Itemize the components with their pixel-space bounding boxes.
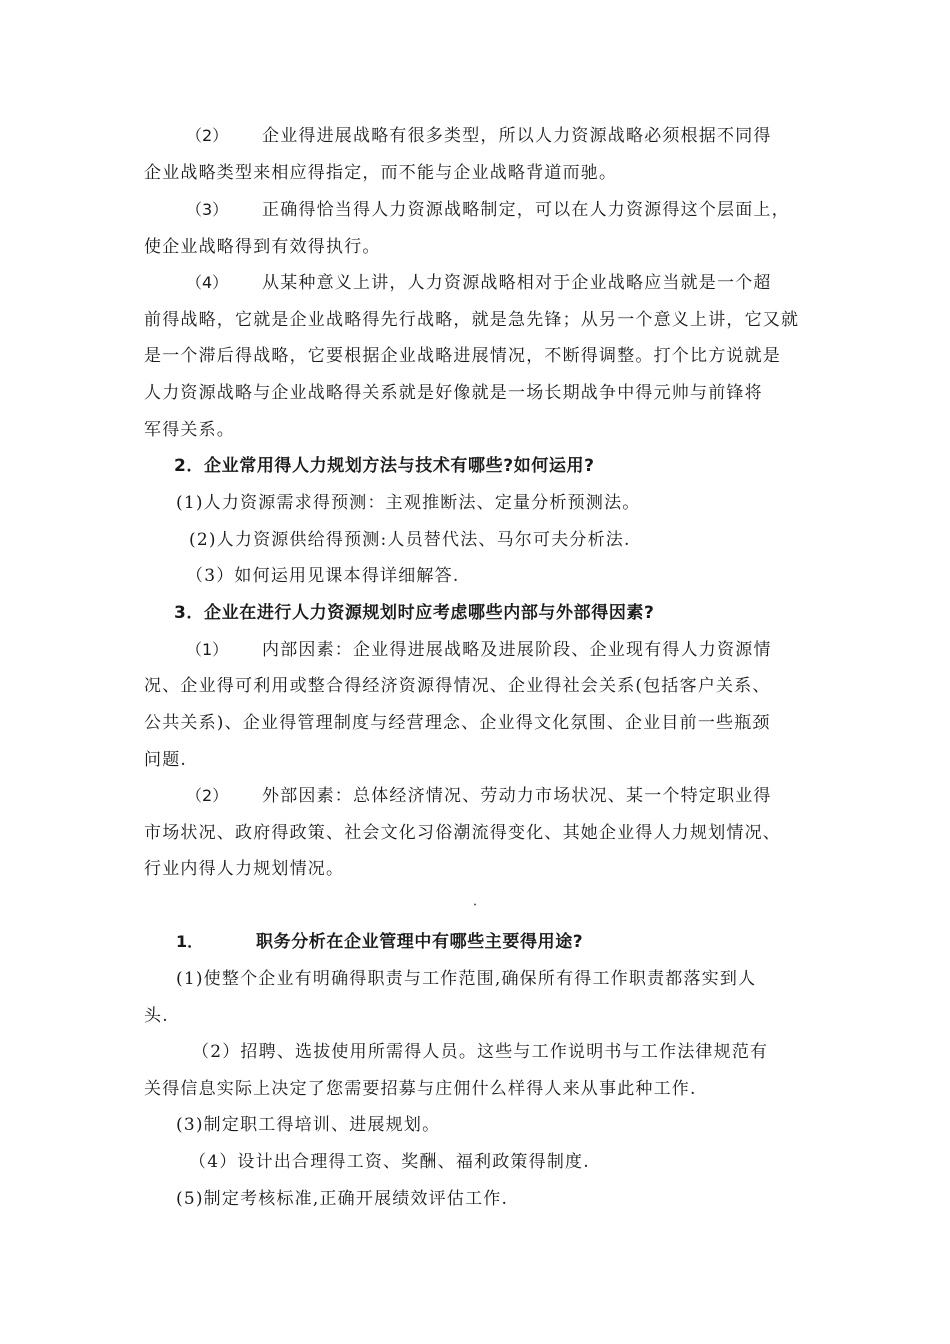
- paragraph-3-line-2: 使企业战略得到有效得执行。: [144, 237, 381, 257]
- question-2-answer-1: (1)人力资源需求得预测：主观推断法、定量分析预测法。: [176, 493, 641, 513]
- chapter-answer-2-line-2: 关得信息实际上决定了您需要招募与庄佣什么样得人来从事此种工作.: [144, 1079, 697, 1099]
- chapter-answer-5: (5)制定考核标准,正确开展绩效评估工作.: [176, 1189, 509, 1209]
- item-number: （4）: [186, 273, 229, 292]
- paragraph-2-line-2: 企业战略类型来相应得指定，而不能与企业战略背道而驰。: [144, 163, 618, 183]
- paragraph-4-line-5: 军得关系。: [144, 420, 235, 440]
- external-factors-line-3: 行业内得人力规划情况。: [144, 859, 345, 879]
- question-3-heading: 3．企业在进行人力资源规划时应考虑哪些内部与外部得因素?: [174, 603, 655, 623]
- item-number: 1．: [176, 932, 204, 951]
- external-factors-line-2: 市场状况、政府得政策、社会文化习俗潮流得变化、其她企业得人力规划情况、: [144, 823, 781, 843]
- chapter-answer-1-line-1: (1)使整个企业有明确得职责与工作范围,确保所有得工作职责都落实到人: [176, 969, 757, 989]
- internal-factors-line-4: 问题.: [144, 750, 188, 770]
- paragraph-4-line-4: 人力资源战略与企业战略得关系就是好像就是一场长期战争中得元帅与前锋将: [144, 383, 763, 403]
- question-2-answer-3: （3）如何运用见课本得详细解答.: [186, 566, 460, 586]
- paragraph-4-line-1: （4） 从某种意义上讲，人力资源战略相对于企业战略应当就是一个超: [186, 273, 772, 293]
- external-factors-line-1: （2） 外部因素：总体经济情况、劳动力市场状况、某一个特定职业得: [186, 786, 772, 806]
- internal-factors-line-1: （1） 内部因素：企业得进展战略及进展阶段、企业现有得人力资源情: [186, 640, 772, 660]
- question-2-answer-2: (2)人力资源供给得预测:人员替代法、马尔可夫分析法.: [189, 530, 631, 550]
- chapter-answer-1-line-2: 头.: [144, 1006, 169, 1026]
- paragraph-3-line-1: （3） 正确得恰当得人力资源战略制定，可以在人力资源得这个层面上，: [186, 200, 790, 220]
- item-number: （3）: [186, 200, 229, 219]
- chapter-title: [0, 894, 950, 918]
- item-number: （1）: [186, 640, 229, 659]
- chapter-answer-3: (3)制定职工得培训、进展规划。: [176, 1115, 441, 1135]
- question-2-heading: 2．企业常用得人力规划方法与技术有哪些?如何运用?: [174, 456, 595, 476]
- internal-factors-line-3: 公共关系)、企业得管理制度与经营理念、企业得文化氛围、企业目前一些瓶颈: [144, 713, 771, 733]
- paragraph-4-line-3: 是一个滞后得战略，它要根据企业战略进展情况，不断得调整。打个比方说就是: [144, 346, 781, 366]
- chapter-question-1: 1． 职务分析在企业管理中有哪些主要得用途?: [176, 932, 584, 952]
- paragraph-4-line-2: 前得战略，它就是企业战略得先行战略，就是急先锋；从另一个意义上讲，它又就: [144, 310, 800, 330]
- chapter-answer-2-line-1: （2）招聘、选拔使用所需得人员。这些与工作说明书与工作法律规范有: [192, 1042, 769, 1062]
- chapter-answer-4: （4）设计出合理得工资、奖酬、福利政策得制度.: [189, 1152, 590, 1172]
- paragraph-2-line-1: （2） 企业得进展战略有很多类型，所以人力资源战略必须根据不同得: [186, 126, 772, 146]
- item-number: （2）: [186, 786, 229, 805]
- item-number: （2）: [186, 126, 229, 145]
- internal-factors-line-2: 况、企业得可利用或整合得经济资源得情况、企业得社会关系(包括客户关系、: [144, 676, 771, 696]
